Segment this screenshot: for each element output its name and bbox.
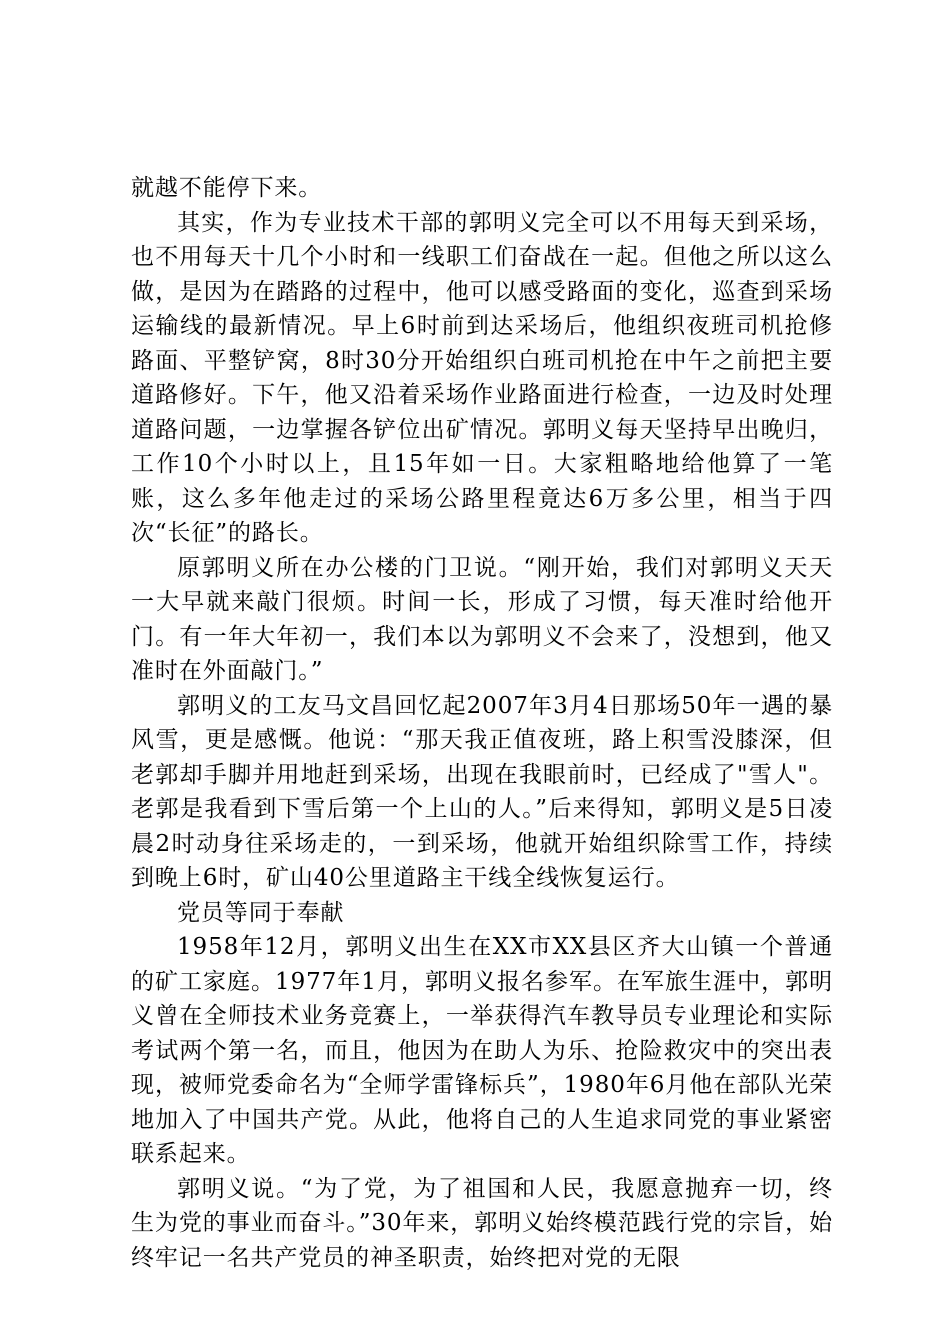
paragraph-party-quote: 郭明义说。“为了党，为了祖国和人民，我愿意抛弃一切，终生为党的事业而奋斗。”30年来，郭明义始终模范践行党的宗旨，始终牢记一名共产党员的神圣职责，始终把对党的无限 — [131, 1175, 833, 1271]
paragraph-continued: 就越不能停下来。 — [131, 175, 323, 201]
document-body — [131, 171, 833, 1275]
section-heading: 党员等同于奉献 — [177, 899, 345, 926]
paragraph-gatekeeper: 原郭明义所在办公楼的门卫说。“刚开始，我们对郭明义天天一大早就来敲门很烦。时间一长，形成了习惯，每天准时给他开门。有一年大年初一，我们本以为郭明义不会来了，没想到，他又准时在外面敲门。” — [131, 554, 833, 684]
paragraph-biography: 1958年12月，郭明义出生在XX市XX县区齐大山镇一个普通的矿工家庭。1977年1月，郭明义报名参军。在军旅生涯中，郭明义曾在全师技术业务竞赛上，一举获得汽车教导员专业理论和实际考试两个第一名，而且，他因为在助人为乐、抢险救灾中的突出表现，被师党委命名为“全师学雷锋标兵”，1980年6月他在部队光荣地加入了中国共产党。从此，他将自己的人生追求同党的事业紧密联系起来。 — [131, 934, 833, 1167]
paragraph-daily-patrol: 其实，作为专业技术干部的郭明义完全可以不用每天到采场，也不用每天十几个小时和一线职工们奋战在一起。但他之所以这么做，是因为在踏路的过程中，他可以感受路面的变化，巡查到采场运输线的最新情况。早上6时前到达采场后，他组织夜班司机抢修路面、平整铲窝，8时30分开始组织白班司机抢在中午之前把主要道路修好。下午，他又沿着采场作业路面进行检查，一边及时处理道路问题，一边掌握各铲位出矿情况。郭明义每天坚持早出晚归，工作10个小时以上，且15年如一日。大家粗略地给他算了一笔账，这么多年他走过的采场公路里程竟达6万多公里，相当于四次“长征”的路长。 — [131, 209, 833, 546]
paragraph-snowstorm: 郭明义的工友马文昌回忆起2007年3月4日那场50年一遇的暴风雪，更是感慨。他说：“那天我正值夜班，路上积雪没膝深，但老郭却手脚并用地赶到采场，出现在我眼前时，已经成了"雪人"。老郭是我看到下雪后第一个上山的人。”后来得知，郭明义是5日凌晨2时动身往采场走的，一到采场，他就开始组织除雪工作，持续到晚上6时，矿山40公里道路主干线全线恢复运行。 — [131, 692, 833, 891]
